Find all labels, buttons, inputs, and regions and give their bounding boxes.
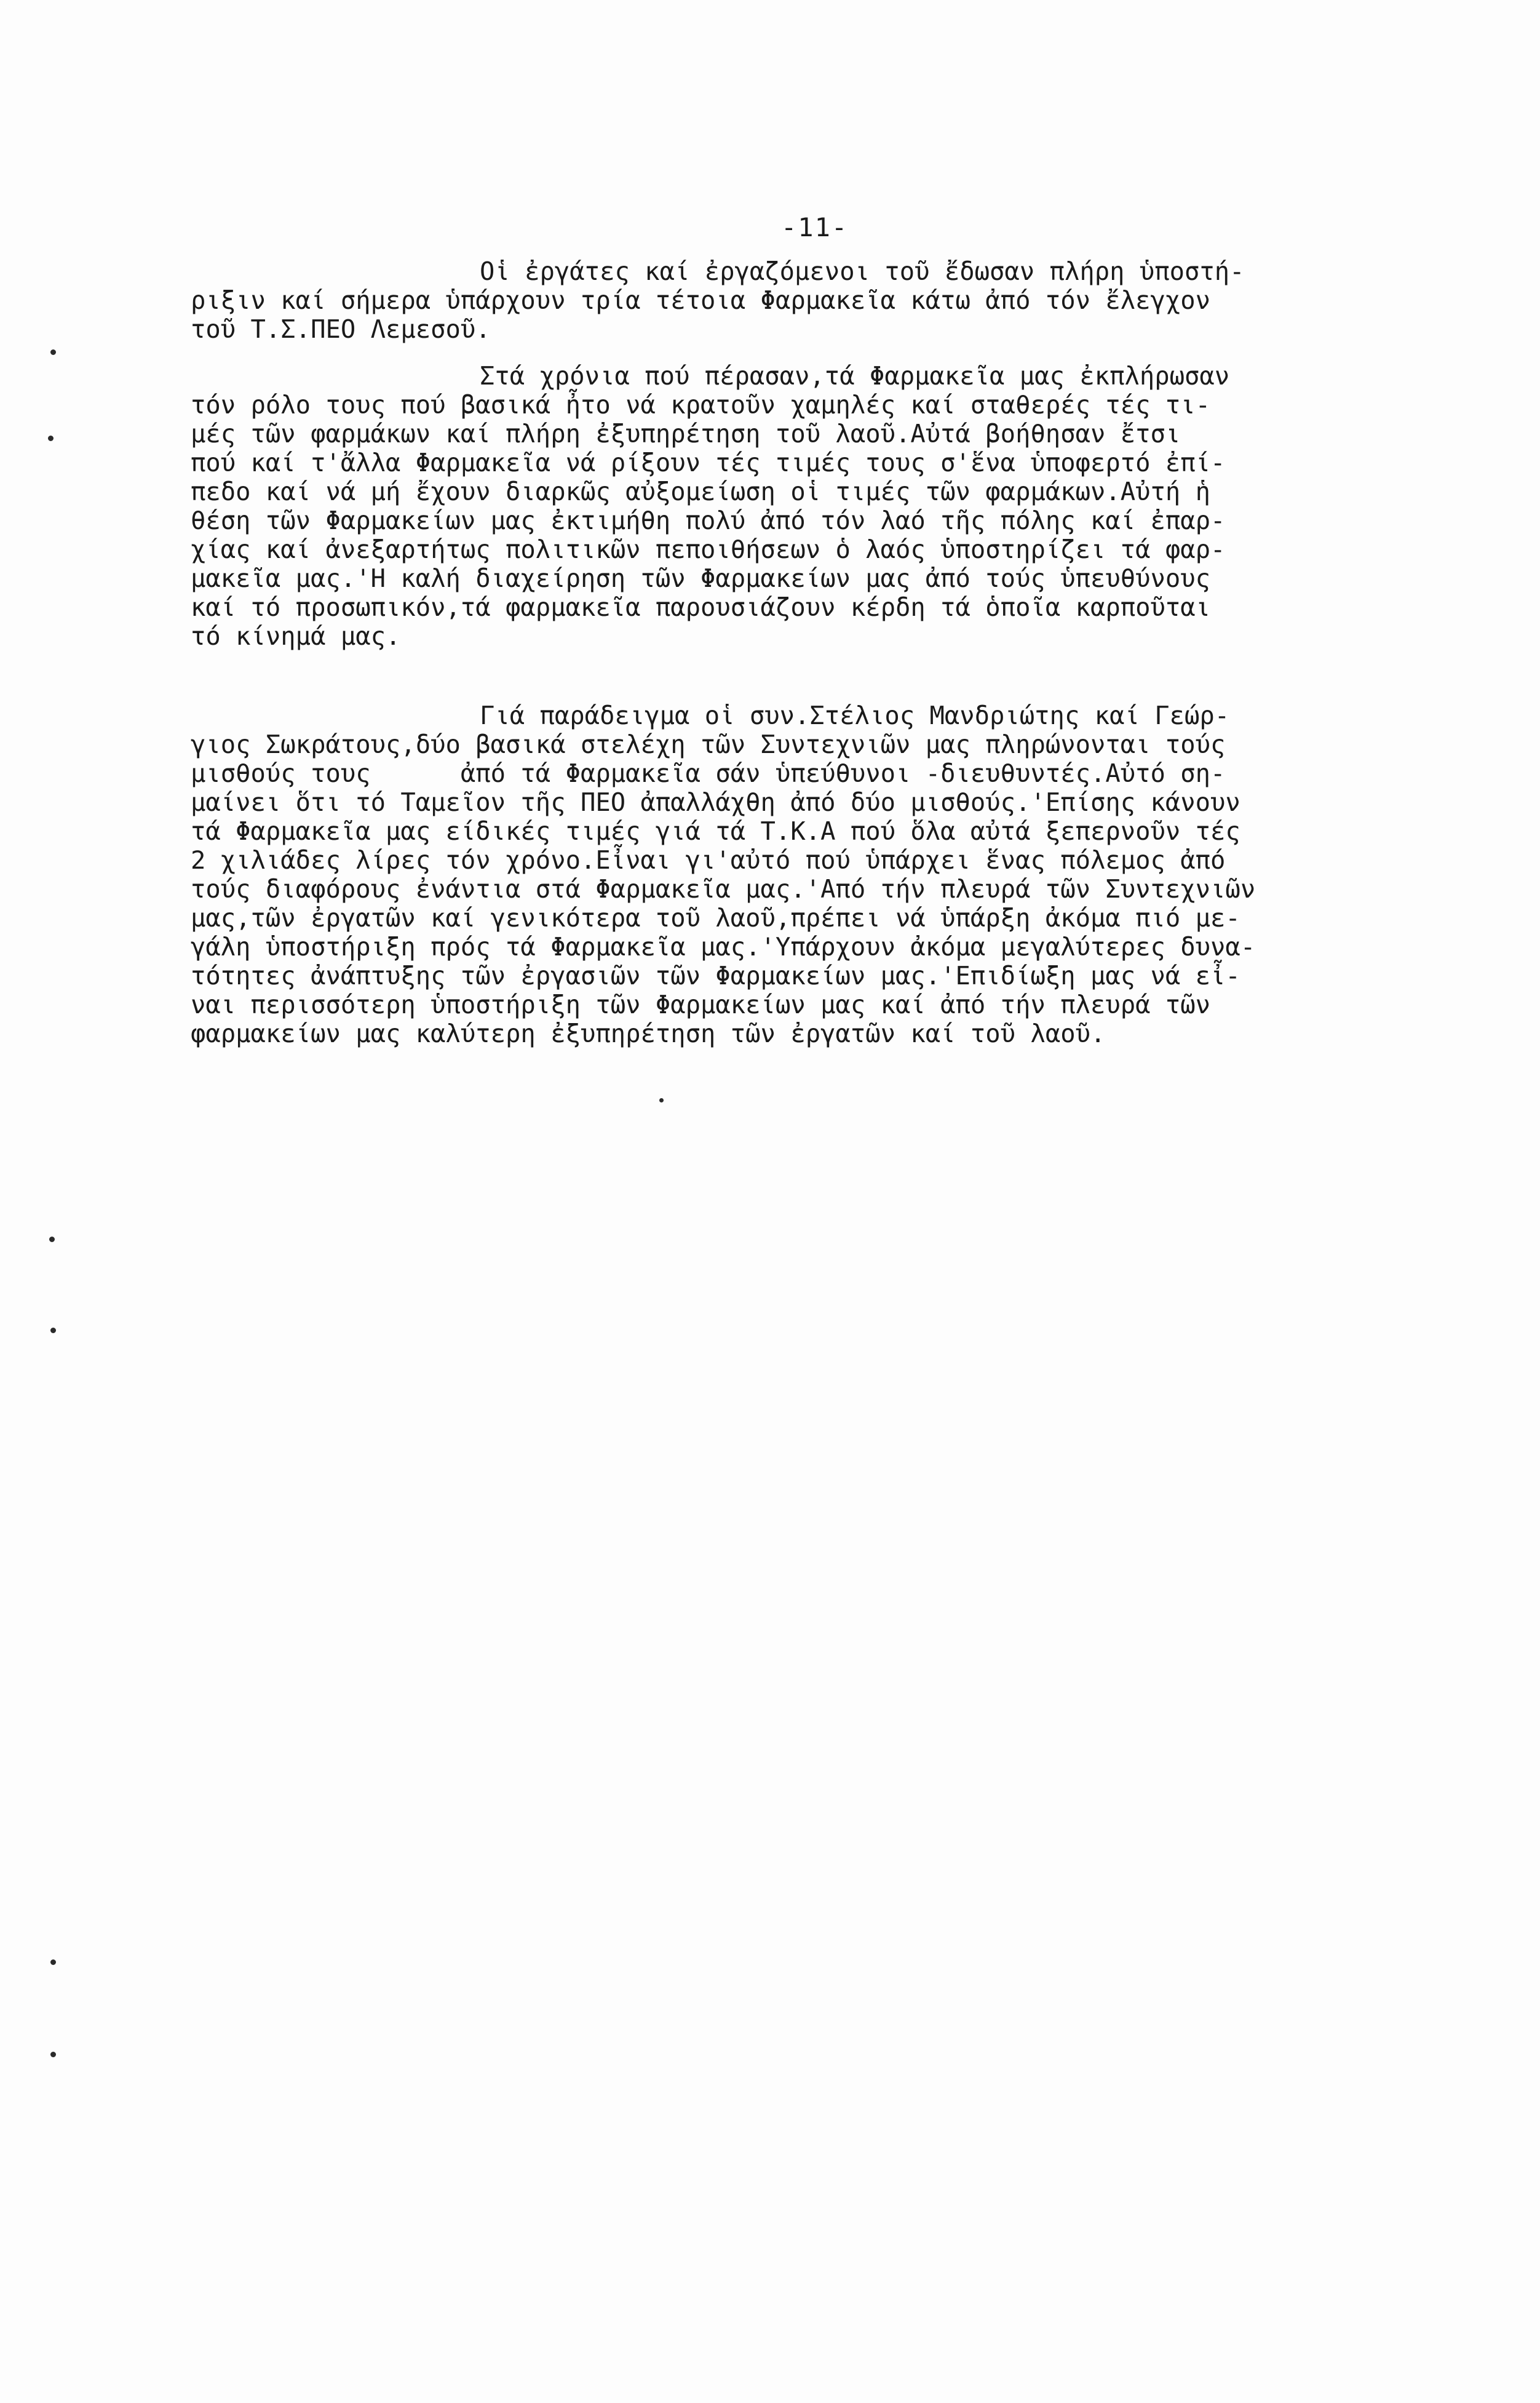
paragraph-line: τοῦ Τ.Σ.ΠΕΟ Λεμεσοῦ. [191,314,491,344]
paragraph-2 [191,362,1353,651]
paragraph-line: μές τῶν φαρμάκων καί πλήρη ἐξυπηρέτηση τοῦ λαοῦ.Αὐτά βοήθησαν ἔτσι [191,419,1181,448]
paragraph-line: Στά χρόνια πού πέρασαν,τά Φαρμακεῖα μας ἐκπλήρωσαν [480,361,1230,391]
paragraph-line: θέση τῶν Φαρμακείων μας ἐκτιμήθη πολύ ἀπό τόν λαό τῆς πόλης καί ἐπαρ- [191,506,1226,535]
scan-speck [50,349,56,355]
scan-speck [49,1237,55,1242]
paragraph-line: τό κίνημά μας. [191,621,401,651]
paragraph-line: γιος Σωκράτους,δύο βασικά στελέχη τῶν Συντεχνιῶν μας πληρώνονται τούς [191,730,1226,759]
paragraph-line: πεδο καί νά μή ἔχουν διαρκῶς αὐξομείωση οἱ τιμές τῶν φαρμάκων.Αὐτή ἡ [191,477,1211,506]
paragraph-line: μαίνει ὅτι τό Ταμεῖον τῆς ΠΕΟ ἀπαλλάχθη ἀπό δύο μισθούς.'Επίσης κάνουν [191,787,1240,817]
scan-speck [50,1328,56,1333]
paragraph-line: τούς διαφόρους ἐνάντια στά Φαρμακεῖα μας.'Από τήν πλευρά τῶν Συντεχνιῶν [191,874,1256,904]
paragraph-line: τά Φαρμακεῖα μας είδικές τιμές γιά τά Τ.Κ.Α πού ὅλα αὐτά ξεπερνοῦν τές [191,816,1240,846]
paragraph-line: τόν ρόλο τους πού βασικά ἦτο νά κρατοῦν χαμηλές καί σταθερές τές τι- [191,390,1211,420]
page-number: -11- [781,212,849,242]
paragraph-line: Γιά παράδειγμα οἱ συν.Στέλιος Μανδριώτης καί Γεώρ- [480,701,1230,730]
paragraph-line: ναι περισσότερη ὑποστήριξη τῶν Φαρμακείων μας καί ἀπό τήν πλευρά τῶν [191,990,1211,1019]
paragraph-line: πού καί τ'ἄλλα Φαρμακεῖα νά ρίξουν τές τιμές τους σ'ἕνα ὑποφερτό ἐπί- [191,448,1226,477]
paragraph-line: τότητες ἀνάπτυξης τῶν ἐργασιῶν τῶν Φαρμακείων μας.'Επιδίωξη μας νά εἶ- [191,961,1240,990]
paragraph-line: γάλη ὑποστήριξη πρός τά Φαρμακεῖα μας.'Υπάρχουν ἀκόμα μεγαλύτερες δυνα- [191,932,1256,962]
scan-speck [48,436,54,441]
paragraph-line: ριξιν καί σήμερα ὑπάρχουν τρία τέτοια Φαρμακεῖα κάτω ἀπό τόν ἔλεγχον [191,285,1211,315]
paragraph-1 [191,257,1353,344]
scan-speck [50,1959,56,1965]
paragraph-line: 2 χιλιάδες λίρες τόν χρόνο.Εἶναι γι'αὐτό πού ὑπάρχει ἕνας πόλεμος ἀπό [191,845,1226,875]
paragraph-line: φαρμακείων μας καλύτερη ἐξυπηρέτηση τῶν ἐργατῶν καί τοῦ λαοῦ. [191,1019,1106,1048]
paragraph-line: μισθούς τους ἀπό τά Φαρμακεῖα σάν ὑπεύθυνοι -διευθυντές.Αὐτό ση- [191,759,1226,788]
paragraph-3 [191,701,1353,1048]
paragraph-line: καί τό προσωπικόν,τά φαρμακεῖα παρουσιάζουν κέρδη τά ὁποῖα καρποῦται [191,592,1211,622]
scan-speck [50,2052,56,2057]
paragraph-line: χίας καί ἀνεξαρτήτως πολιτικῶν πεποιθήσεων ὁ λαός ὑποστηρίζει τά φαρ- [191,535,1226,564]
paragraph-line: μας,τῶν ἐργατῶν καί γενικότερα τοῦ λαοῦ,πρέπει νά ὑπάρξη ἀκόμα πιό με- [191,903,1240,933]
scan-speck [659,1098,664,1102]
paragraph-line: μακεῖα μας.'Η καλή διαχείρηση τῶν Φαρμακείων μας ἀπό τούς ὑπευθύνους [191,564,1211,593]
paragraph-line: Οἱ ἐργάτες καί ἐργαζόμενοι τοῦ ἔδωσαν πλήρη ὑποστή- [480,257,1245,286]
